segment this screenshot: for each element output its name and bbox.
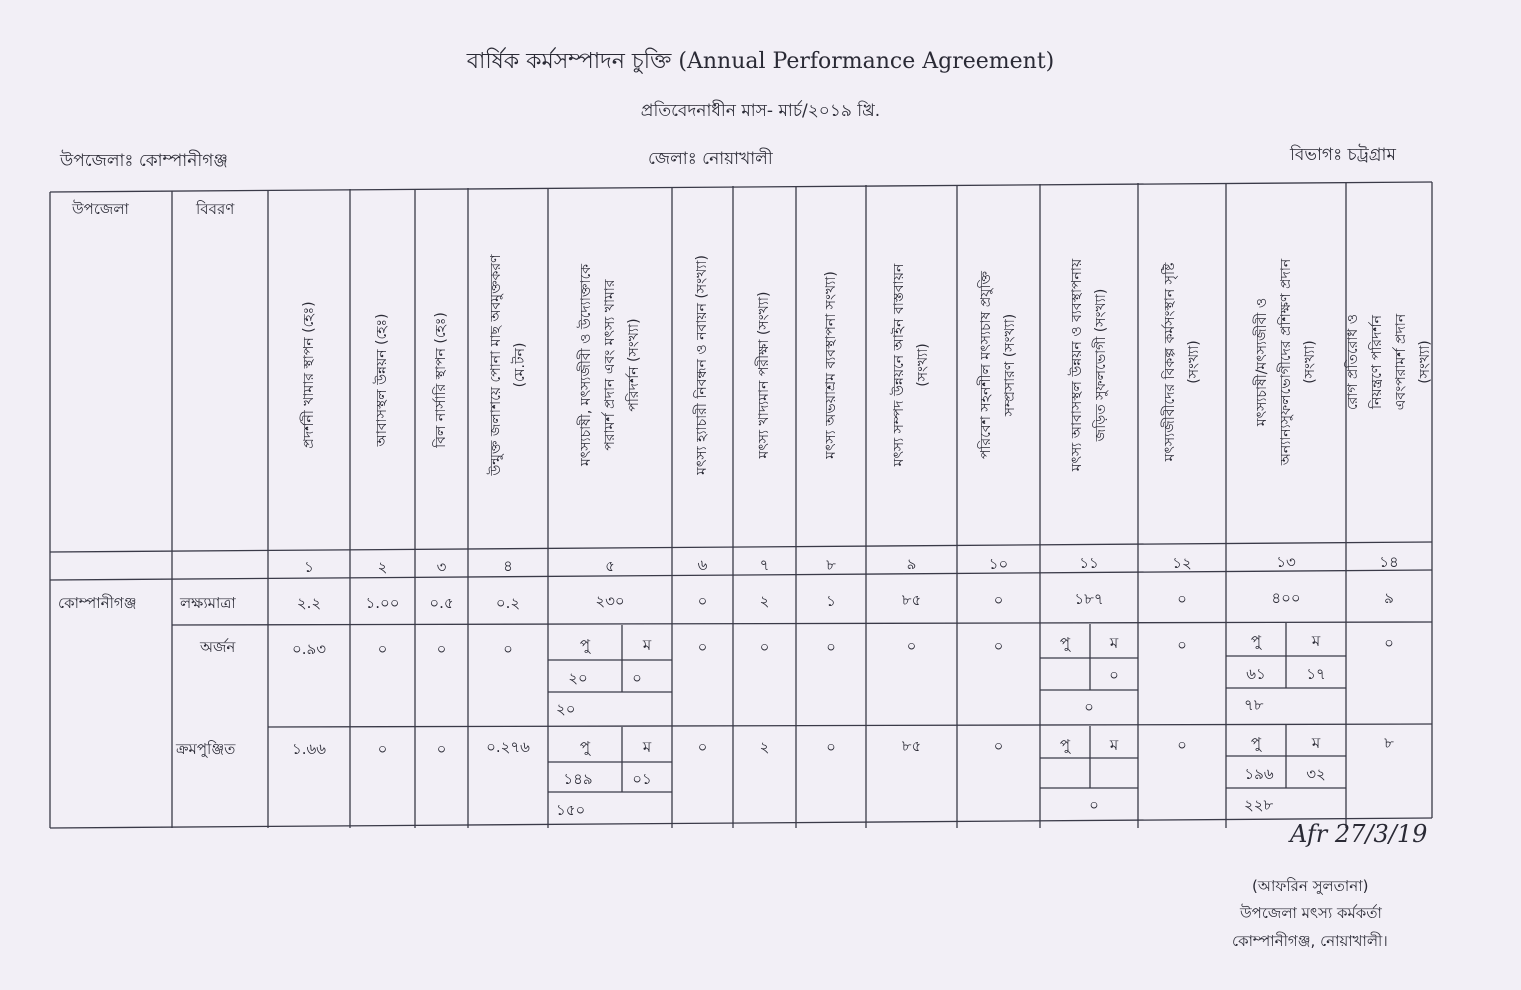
title-english: (Annual Performance Agreement)	[678, 49, 1055, 74]
col-header-3: বিল নার্সারি স্থাপন (হেঃ)	[433, 312, 449, 448]
achievement-value: ০	[906, 637, 917, 655]
officer-name: (আফরিন সুলতানা)	[1252, 877, 1369, 895]
target-value: ০	[1177, 590, 1187, 608]
col-header-description: বিবরণ	[196, 200, 235, 218]
target-value: ৯	[1384, 589, 1394, 607]
target-value: ২.২	[296, 594, 322, 612]
col-header-14: রোগ প্রতিরোধ ও নিয়ন্ত্রণে পরিদর্শন এবংপরামর্শ প্রদান (সংখ্যা)	[1345, 313, 1433, 411]
achievement-value: ০	[377, 640, 388, 658]
cumulative-female-label: ম	[1311, 734, 1321, 752]
achievement-female-value: ১৭	[1306, 665, 1326, 683]
achievement-male-value: ৬১	[1246, 665, 1266, 683]
cumulative-male-label: পু	[1059, 736, 1071, 754]
cumulative-total: ১৫০	[556, 801, 586, 819]
target-value: ২	[759, 592, 770, 610]
target-value: ০	[697, 592, 708, 610]
target-value: ০	[993, 591, 1004, 609]
achievement-value: ০	[697, 638, 708, 656]
target-value: ৪০০	[1271, 589, 1301, 607]
col-number: ৯	[906, 555, 917, 573]
target-value: ২৩০	[595, 592, 625, 610]
cumulative-male-value: ১৯৬	[1244, 765, 1274, 783]
col-number: ২	[377, 558, 388, 576]
col-number: ৪	[503, 557, 513, 575]
district-label: জেলাঃ নোয়াখালী	[648, 149, 773, 169]
target-value: ০.২	[495, 594, 521, 612]
cumulative-total: ২২৮	[1244, 796, 1274, 814]
cumulative-value: ০	[1177, 736, 1187, 754]
cumulative-male-label: পু	[579, 738, 591, 756]
cumulative-female-label: ম	[1109, 736, 1119, 754]
officer-designation: উপজেলা মৎস্য কর্মকর্তা	[1240, 904, 1382, 922]
cumulative-value: ০	[377, 740, 388, 758]
col-number: ১০	[988, 555, 1009, 573]
cumulative-value: ৮৫	[901, 737, 922, 755]
cumulative-value: ১.৬৬	[291, 740, 326, 758]
achievement-female-label: ম	[1311, 632, 1321, 650]
officer-office: কোম্পানীগঞ্জ, নোয়াখালী।	[1232, 932, 1388, 950]
col-number: ৭	[759, 556, 770, 574]
achievement-value: ০.৯৩	[291, 640, 326, 658]
achievement-value: ০	[1177, 636, 1187, 654]
cumulative-value: ৮	[1384, 734, 1394, 752]
col-header-1: প্রদর্শনী খামার স্থাপন (হেঃ)	[301, 301, 317, 449]
target-value: ০.৫	[429, 594, 454, 612]
cumulative-value: ০.২৭৬	[486, 738, 530, 756]
achievement-value: ০	[759, 638, 770, 656]
cumulative-male-value: ১৪৯	[563, 770, 593, 788]
cumulative-male-label: পু	[1250, 734, 1262, 752]
reporting-month: প্রতিবেদনাধীন মাস- মার্চ/২০১৯ খ্রি.	[640, 101, 881, 121]
achievement-value: ০	[503, 640, 513, 658]
col-header-7: মৎস্য খাদ্যমান পরীক্ষা (সংখ্যা)	[756, 291, 772, 459]
row-label-cumulative: ক্রমপুঞ্জিত	[176, 740, 236, 758]
achievement-value: ০	[993, 637, 1004, 655]
cumulative-value: ০	[826, 738, 836, 756]
achievement-total: ৭৮	[1244, 696, 1264, 714]
achievement-total: ০	[1084, 698, 1094, 716]
target-value: ১	[826, 592, 836, 610]
col-header-upazila: উপজেলা	[72, 200, 129, 218]
col-number: ৮	[826, 556, 836, 574]
col-number: ১	[304, 558, 314, 576]
col-number: ১৩	[1276, 553, 1296, 571]
achievement-female-label: ম	[1109, 634, 1119, 652]
col-header-5: মৎস্যচাষী, মৎস্যজীবী ও উদ্যোক্তাকে পরামর্শ প্রদান এবং মৎস্য খামার পরিদর্শন (সংখ্যা)	[578, 264, 642, 466]
col-header-10: পরিবেশ সহনশীল মৎস্যচাষ প্রযুক্তি সম্প্রসারণ (সংখ্যা)	[978, 271, 1018, 459]
col-number: ৫	[605, 557, 615, 575]
col-number: ৩	[436, 558, 447, 576]
achievement-male-value: ২০	[568, 669, 588, 687]
upazila-name-cell: কোম্পানীগঞ্জ	[58, 594, 137, 612]
cumulative-female-value: ৩২	[1306, 765, 1326, 783]
row-label-target: লক্ষ্যমাত্রা	[180, 594, 236, 612]
col-header-4: উন্মুক্ত জলাশয়ে পোনা মাছ অবমুক্তকরণ (মে.টন)	[488, 254, 528, 476]
col-number: ১২	[1172, 554, 1192, 572]
achievement-value: ০	[826, 638, 836, 656]
handwritten-signature: Afr 27/3/19	[1290, 820, 1428, 848]
achievement-male-label: পু	[579, 636, 591, 654]
row-label-achievement: অর্জন	[200, 638, 236, 656]
achievement-value: ০	[436, 640, 447, 658]
col-header-6: মৎস্য হ্যাচারী নিবন্ধন ও নবায়ন (সংখ্যা)	[694, 255, 710, 475]
col-header-2: আবাসস্থল উন্নয়ন (হেঃ)	[374, 313, 390, 447]
cumulative-value: ২	[759, 738, 770, 756]
achievement-female-value: ০	[1109, 666, 1119, 684]
col-header-13: মৎস্যচাষী/মৎস্যজীবী ও অন্যান্যসুফলভোগীদের প্রশিক্ষণ প্রদান (সংখ্যা)	[1254, 258, 1318, 466]
col-header-8: মৎস্য অভয়াশ্রম ব্যবস্থাপনা সংখ্যা)	[823, 271, 839, 459]
target-value: ১৮৭	[1074, 590, 1104, 608]
cumulative-female-value: ০১	[632, 770, 652, 788]
cumulative-female-label: ম	[642, 738, 652, 756]
cumulative-total: ০	[1089, 796, 1099, 814]
achievement-female-label: ম	[642, 636, 652, 654]
col-number: ৬	[697, 556, 708, 574]
title-bengali: বার্ষিক কর্মসম্পাদন চুক্তি	[466, 49, 672, 74]
target-value: ৮৫	[901, 591, 922, 609]
achievement-female-value: ০	[632, 669, 642, 687]
division-label: বিভাগঃ চট্রগ্রাম	[1290, 145, 1396, 165]
achievement-value: ০	[1384, 634, 1394, 652]
col-header-12: মৎস্যজীবীদের বিকল্প কর্মসংস্থান সৃষ্টি (সংখ্যা)	[1162, 262, 1202, 462]
col-number: ১৪	[1379, 553, 1399, 571]
cumulative-value: ০	[436, 740, 447, 758]
target-value: ১.০০	[365, 594, 400, 612]
achievement-male-label: পু	[1059, 634, 1071, 652]
col-header-9: মৎস্য সম্পদ উন্নয়নে আইন বাস্তবায়ন (সংখ্যা)	[891, 263, 931, 467]
cumulative-value: ০	[993, 737, 1004, 755]
achievement-total: ২০	[556, 700, 576, 718]
upazila-label: উপজেলাঃ কোম্পানীগঞ্জ	[60, 151, 228, 171]
col-number: ১১	[1079, 554, 1099, 572]
col-header-11: মৎস্য আবাসস্থল উন্নয়ন ও ব্যবস্থাপনায় জড়িত সুফলভোগী (সংখ্যা)	[1069, 258, 1109, 472]
cumulative-value: ০	[697, 738, 708, 756]
achievement-male-label: পু	[1250, 632, 1262, 650]
